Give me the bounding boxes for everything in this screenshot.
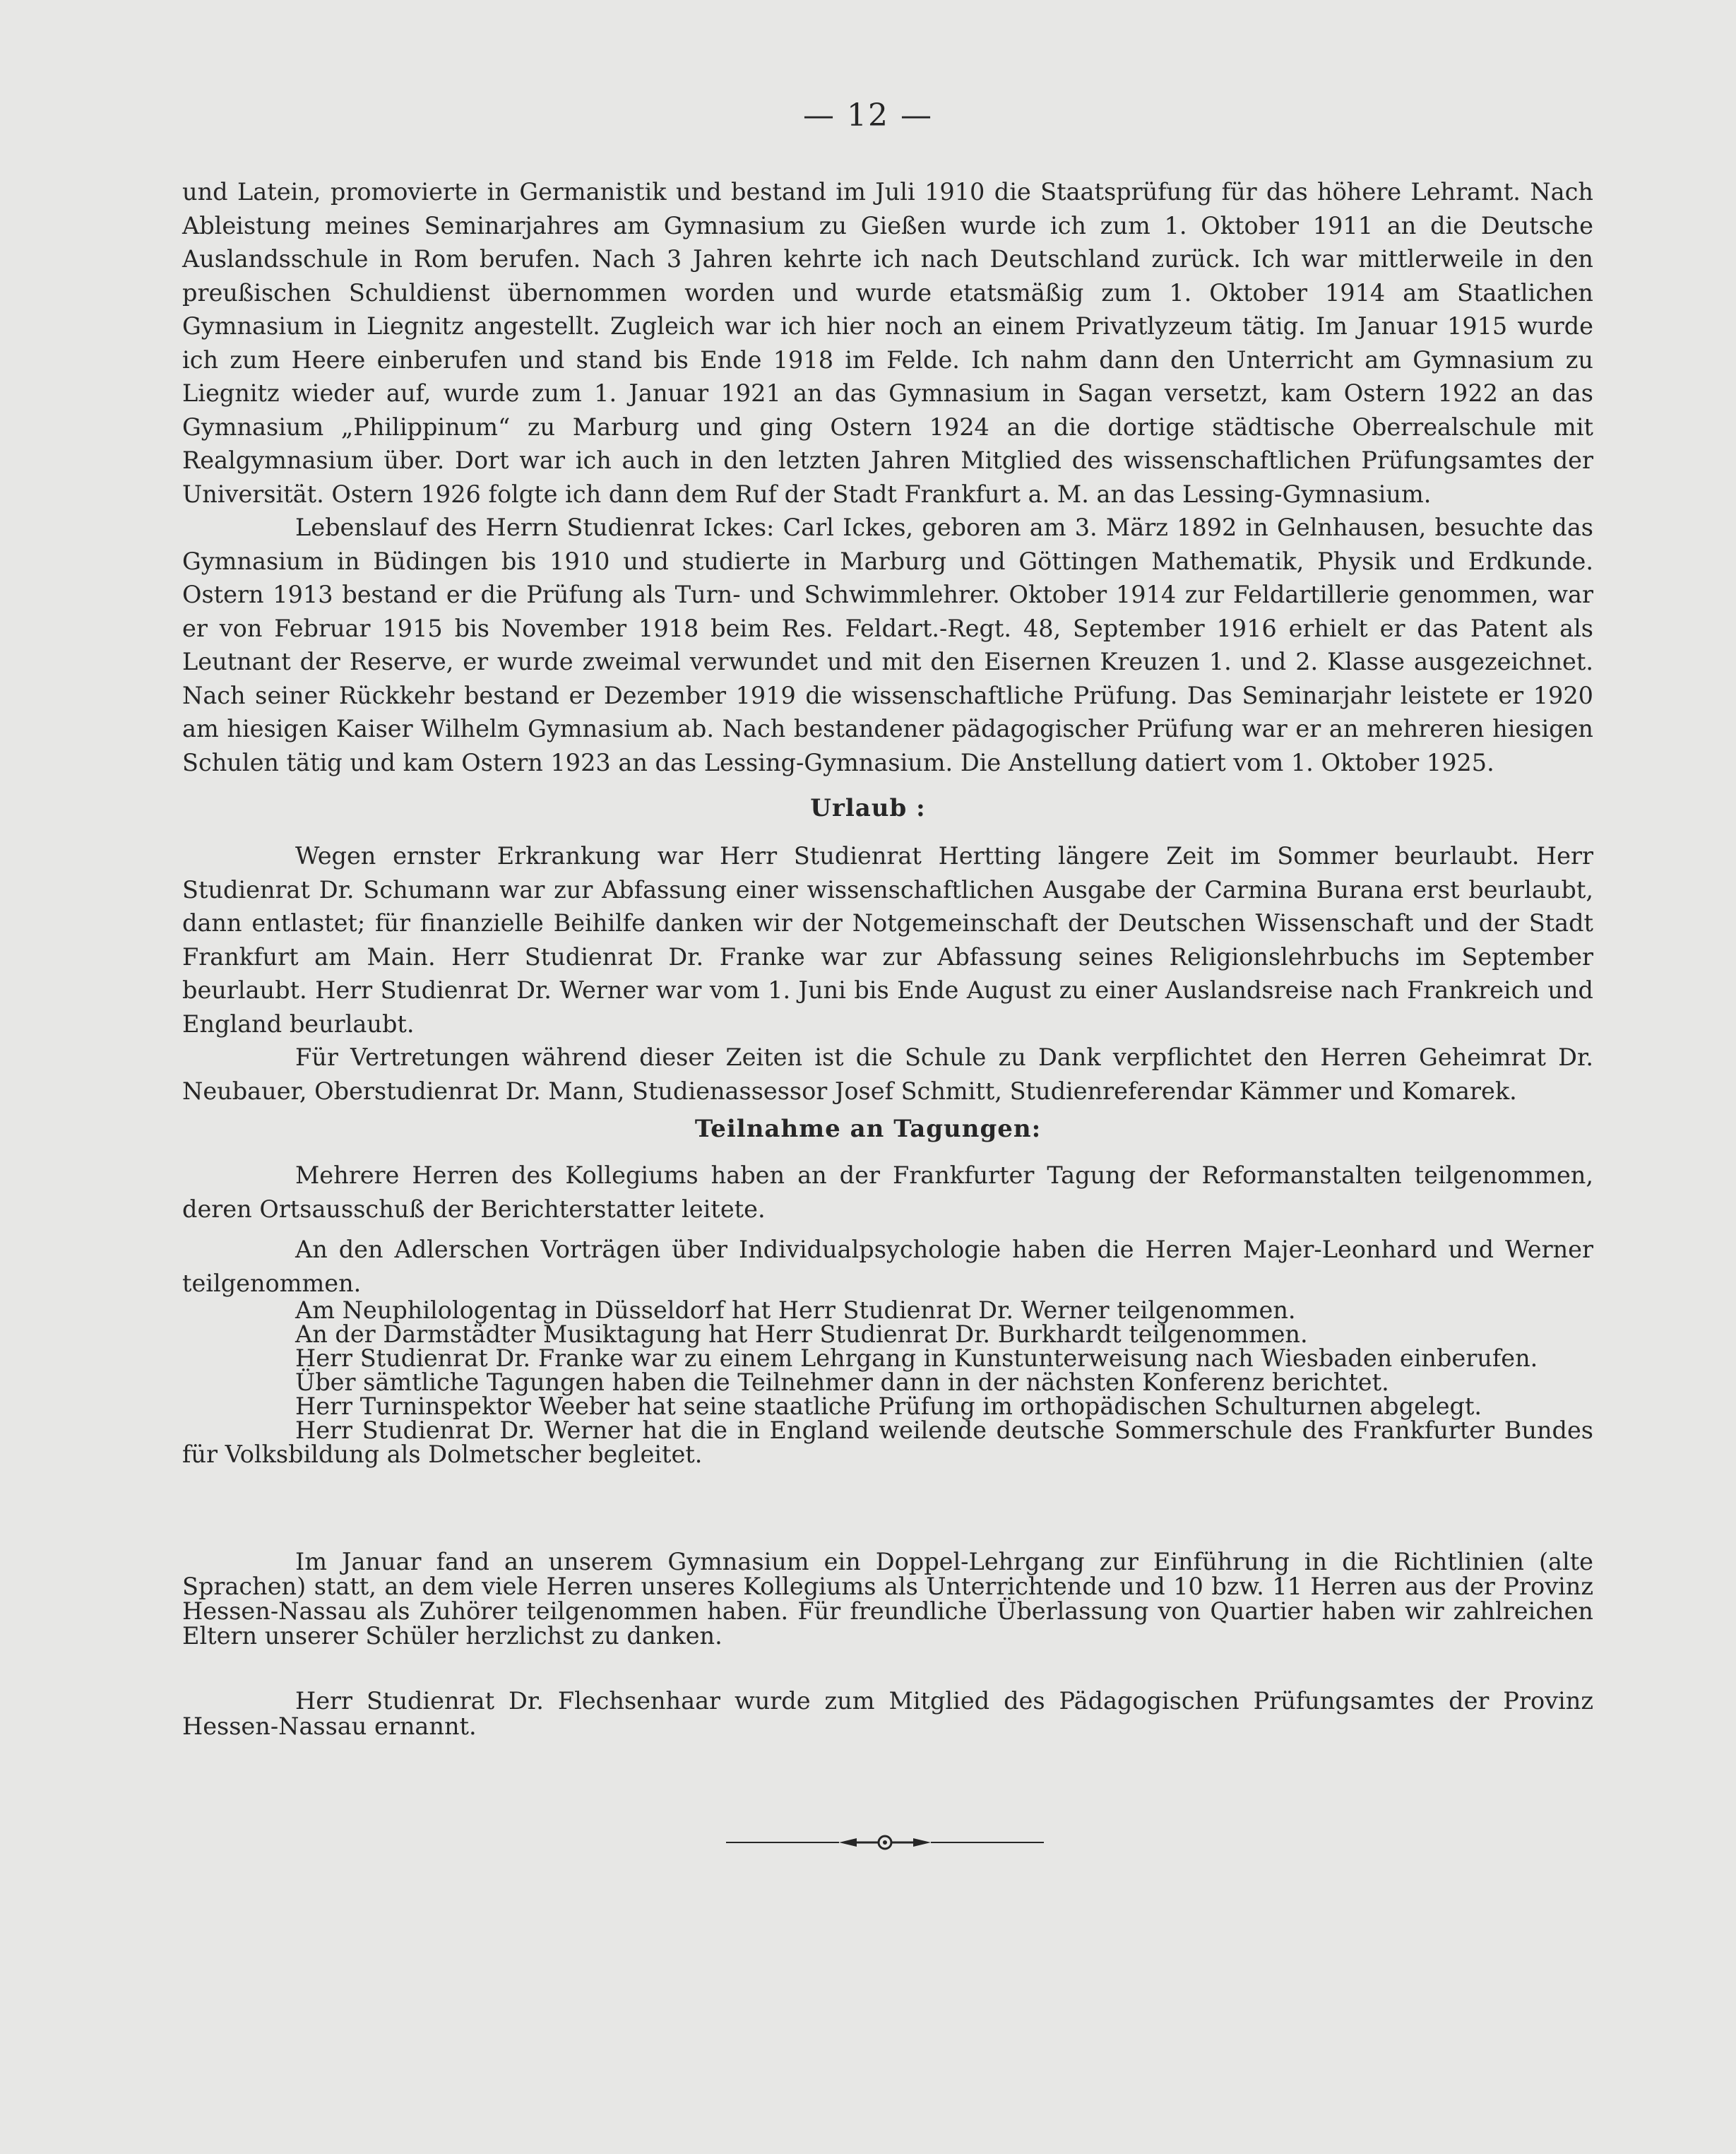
- urlaub-section: [182, 839, 1593, 1108]
- lehrgang-section: [182, 1549, 1593, 1648]
- biography-section: [182, 175, 1593, 779]
- paragraph: Für Vertretungen während dieser Zeiten ist die Schule zu Dank verpflichtet den Herren Geheimrat Dr. Neubauer, Oberstudienrat Dr. Mann, Studienassessor Josef Schmitt, Studienreferendar Kämmer und Komarek.: [182, 1043, 1593, 1105]
- paragraph: Mehrere Herren des Kollegiums haben an der Frankfurter Tagung der Reformanstalten teilgenommen, deren Ortsausschuß der Berichterstatter leitete.: [182, 1161, 1593, 1223]
- pruefungsamt-section: [182, 1688, 1593, 1739]
- paragraph: Wegen ernster Erkrankung war Herr Studienrat Hertting längere Zeit im Sommer beurlaubt. Herr Studienrat Dr. Schumann war zur Abfassung einer wissenschaftlichen Ausgabe der Carmina Burana erst beurlaubt, dann entlastet; für finanzielle Beihilfe danken wir der Notgemeinschaft der Deutschen Wissenschaft und der Stadt Frankfurt am Main. Herr Studienrat Dr. Franke war zur Abfassung seines Religionslehrbuchs im September beurlaubt. Herr Studienrat Dr. Werner war vom 1. Juni bis Ende August zu einer Auslandsreise nach Frankreich und England beurlaubt.: [182, 842, 1593, 1038]
- list-item: Am Neuphilologentag in Düsseldorf hat Herr Studienrat Dr. Werner teilgenommen.: [295, 1296, 1296, 1324]
- paragraph: Herr Studienrat Dr. Flechsenhaar wurde zum Mitglied des Pädagogischen Prüfungsamtes der Provinz Hessen-Nassau ernannt.: [182, 1687, 1593, 1740]
- section-heading-tagungen: Teilnahme an Tagungen:: [694, 1115, 1042, 1143]
- tagungen-section: [182, 1159, 1593, 1300]
- paragraph: und Latein, promovierte in Germanistik und bestand im Juli 1910 die Staatsprüfung für das höhere Lehramt. Nach Ableistung meines Seminarjahres am Gymnasium zu Gießen wurde ich zum 1. Oktober 1911 an die Deutsche Auslandsschule in Rom berufen. Nach 3 Jahren kehrte ich nach Deutschland zurück. Ich war mittlerweile in den preußischen Schuldienst übernommen worden und wurde etatsmäßig zum 1. Oktober 1914 am Staatlichen Gymnasium in Liegnitz angestellt. Zugleich war ich hier noch an einem Privatlyzeum tätig. Im Januar 1915 wurde ich zum Heere einberufen und stand bis Ende 1918 im Felde. Ich nahm dann den Unterricht am Gymnasium zu Liegnitz wieder auf, wurde zum 1. Januar 1921 an das Gymnasium in Sagan versetzt, kam Ostern 1922 an das Gymnasium „Philippinum“ zu Marburg und ging Ostern 1924 an die dortige städtische Oberrealschule mit Realgymnasium über. Dort war ich auch in den letzten Jahren Mitglied des wissenschaftlichen Prüfungsamtes der Universität. Ostern 1926 folgte ich dann dem Ruf der Stadt Frankfurt a. M. an das Lessing-Gymnasium.: [182, 178, 1593, 508]
- list-item: Herr Studienrat Dr. Werner hat die in England weilende deutsche Sommerschule des Frankfurter Bundes für Volksbildung als Dolmetscher begleitet.: [182, 1416, 1593, 1468]
- ornament-rule-icon: [726, 1828, 1044, 1857]
- paragraph: Lebenslauf des Herrn Studienrat Ickes: Carl Ickes, geboren am 3. März 1892 in Gelnhausen, besuchte das Gymnasium in Büdingen bis 1910 und studierte in Marburg und Göttingen Mathematik, Physik und Erdkunde. Ostern 1913 bestand er die Prüfung als Turn- und Schwimmlehrer. Oktober 1914 zur Feldartillerie genommen, war er von Februar 1915 bis November 1918 beim Res. Feldart.-Regt. 48, September 1916 erhielt er das Patent als Leutnant der Reserve, er wurde zweimal verwundet und mit den Eisernen Kreuzen 1. und 2. Klasse ausgezeichnet. Nach seiner Rückkehr bestand er Dezember 1919 die wissenschaftliche Prüfung. Das Seminarjahr leistete er 1920 am hiesigen Kaiser Wilhelm Gymnasium ab. Nach bestandener pädagogischer Prüfung war er an mehreren hiesigen Schulen tätig und kam Ostern 1923 an das Lessing-Gymnasium. Die Anstellung datiert vom 1. Oktober 1925.: [182, 514, 1593, 776]
- paragraph: Im Januar fand an unserem Gymnasium ein Doppel-Lehrgang zur Einführung in die Richtlinien (alte Sprachen) statt, an dem viele Herren unseres Kollegiums als Unterrichtende und 10 bzw. 11 Herren aus der Provinz Hessen-Nassau als Zuhörer teilgenommen haben. Für freundliche Überlassung von Quartier haben wir zahlreichen Eltern unserer Schüler herzlichst zu danken.: [182, 1548, 1593, 1650]
- page-number: — 12 —: [803, 97, 933, 134]
- tagungen-list: [182, 1298, 1593, 1467]
- paragraph: An den Adlerschen Vorträgen über Individualpsychologie haben die Herren Majer-Leonhard und Werner teilgenommen.: [182, 1236, 1593, 1297]
- list-item: An der Darmstädter Musiktagung hat Herr Studienrat Dr. Burkhardt teilgenommen.: [295, 1320, 1308, 1348]
- list-item: Herr Turninspektor Weeber hat seine staatliche Prüfung im orthopädischen Schulturnen abgelegt.: [295, 1392, 1482, 1420]
- list-item: Herr Studienrat Dr. Franke war zu einem Lehrgang in Kunstunterweisung nach Wiesbaden einberufen.: [295, 1344, 1538, 1372]
- section-heading-urlaub: Urlaub :: [810, 794, 926, 822]
- list-item: Über sämtliche Tagungen haben die Teilnehmer dann in der nächsten Konferenz berichtet.: [295, 1368, 1389, 1396]
